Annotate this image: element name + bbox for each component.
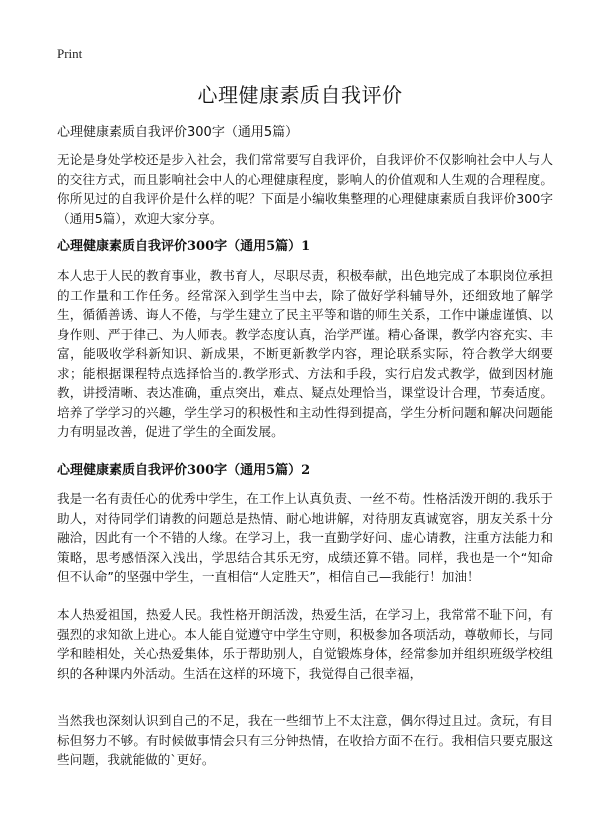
document-title: 心理健康素质自我评价 <box>197 83 403 107</box>
print-link[interactable]: Print <box>57 46 83 61</box>
section-1-heading: 心理健康素质自我评价300字（通用5篇）1 <box>57 239 311 254</box>
section-2-heading: 心理健康素质自我评价300字（通用5篇）2 <box>57 463 311 478</box>
document-subtitle: 心理健康素质自我评价300字（通用5篇） <box>57 125 299 140</box>
section-1-paragraph: 本人忠于人民的教育事业，教书育人，尽职尽责，积极奉献，出色地完成了本职岗位承担的工作量和工作任务。经常深入到学生当中去，除了做好学科辅导外，还细致地了解学生，循循善诱、诲人不倦，与学生建立了民主平等和谐的师生关系，工作中谦虚谨慎、以身作则、严于律己、为人师表。教学态度认真，治学严谨。精心备课，教学内容充实、丰富，能吸收学科新知识、新成果，不断更新教学内容，理论联系实际，符合教学大纲要求；能根据课程特点选择恰当的.教学形式、方法和手段，实行启发式教学，做到因材施教，讲授清晰、表达准确，重点突出，难点、疑点处理恰当，课堂设计合理，节奏适度。培养了学学习的兴趣，学生学习的积极性和主动性得到提高，学生分析问题和解决问题能力有明显改善，促进了学生的全面发展。 <box>57 268 553 439</box>
section-2-paragraph-1: 我是一名有责任心的优秀中学生，在工作上认真负责、一丝不苟。性格活泼开朗的.我乐于助人，对待同学们请教的问题总是热情、耐心地讲解，对待朋友真诚宽容，朋友关系十分融洽，因此有一个不错的人缘。在学习上，我一直勤学好问、虚心请教，注重方法能力和策略，思考感悟深入浅出，学思结合其乐无穷，成绩还算不错。同样，我也是一个“知命但不认命”的坚强中学生，一直相信“人定胜天”，相信自己—我能行！加油！ <box>57 491 553 584</box>
intro-paragraph: 无论是身处学校还是步入社会，我们常常要写自我评价，自我评价不仅影响社会中人与人的交往方式，而且影响社会中人的心理健康程度，影响人的价值观和人生观的合理程度。你所见过的自我评价是什么样的呢？下面是小编收集整理的心理健康素质自我评价300字（通用5篇），欢迎大家分享。 <box>57 152 553 226</box>
section-2-paragraph-3: 当然我也深刻认识到自己的不足，我在一些细节上不太注意，偶尔得过且过。贪玩，有目标但努力不够。有时候做事情会只有三分钟热情，在收拾方面不在行。我相信只要克服这些问题，我就能做的`更好。 <box>57 713 553 767</box>
section-2-paragraph-2: 本人热爱祖国，热爱人民。我性格开朗活泼，热爱生活，在学习上，我常常不耻下问，有强烈的求知欲上进心。本人能自觉遵守中学生守则，积极参加各项活动，尊敬师长，与同学和睦相处，关心热爱集体，乐于帮助别人，自觉锻炼身体，经常参加并组织班级学校组织的各种课内外活动。生活在这样的环境下，我觉得自己很幸福， <box>57 607 553 681</box>
